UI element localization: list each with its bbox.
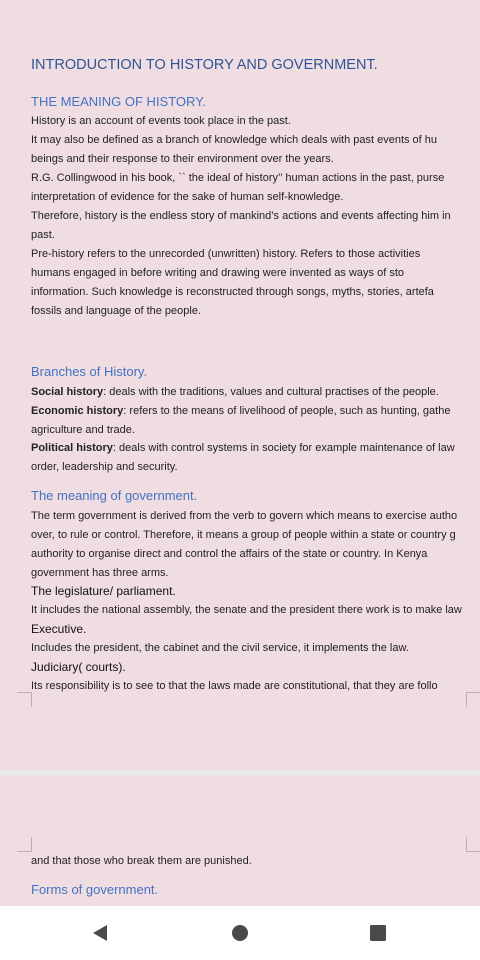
page-corner-mark xyxy=(17,837,32,852)
page-corner-mark xyxy=(466,692,480,707)
economic-history-label: Economic history xyxy=(31,405,124,417)
paragraph-line: Therefore, history is the endless story of mankind’s actions and events affecting him in xyxy=(31,210,451,222)
heading-forms-of-government: Forms of government. xyxy=(31,882,159,897)
political-history-text: : deals with control systems in society for example maintenance of law xyxy=(112,442,455,454)
political-history-label: Political history xyxy=(31,442,113,454)
paragraph-line: government has three arms. xyxy=(31,567,169,579)
document-page-2[interactable] xyxy=(0,776,480,906)
home-icon xyxy=(231,924,249,942)
heading-branches-of-history: Branches of History. xyxy=(31,364,148,379)
paragraph-line: Its responsibility is to see to that the laws made are constitutional, that they are follo xyxy=(31,680,438,692)
subheading-executive: Executive. xyxy=(31,622,87,636)
paragraph-line: agriculture and trade. xyxy=(31,424,135,436)
android-navigation-bar xyxy=(0,906,480,960)
recents-icon xyxy=(369,924,387,942)
social-history-line xyxy=(31,385,439,399)
paragraph-line: and that those who break them are punished. xyxy=(31,855,252,867)
page-corner-mark xyxy=(466,837,480,852)
home-button[interactable] xyxy=(223,916,257,950)
paragraph-line: The term government is derived from the verb to govern which means to exercise autho xyxy=(31,510,458,522)
page-corner-mark xyxy=(17,692,32,707)
paragraph-line: It includes the national assembly, the senate and the president there work is to make law xyxy=(31,604,462,616)
paragraph-line: interpretation of evidence for the sake of human self-knowledge. xyxy=(31,191,344,203)
paragraph-line: order, leadership and security. xyxy=(31,461,178,473)
social-history-label: Social history xyxy=(31,386,104,398)
economic-history-line xyxy=(31,404,450,418)
paragraph-line: Includes the president, the cabinet and the civil service, it implements the law. xyxy=(31,642,409,654)
subheading-legislature: The legislature/ parliament. xyxy=(31,584,176,598)
economic-history-text: : refers to the means of livelihood of people, such as hunting, gathe xyxy=(123,405,451,417)
paragraph-line: authority to organise direct and control the affairs of the state or country. In Kenya xyxy=(31,548,428,560)
paragraph-line: information. Such knowledge is reconstructed through songs, myths, stories, artefa xyxy=(31,286,434,298)
paragraph-line: It may also be defined as a branch of knowledge which deals with past events of hu xyxy=(31,134,438,146)
subheading-judiciary: Judiciary( courts). xyxy=(31,660,126,674)
back-button[interactable] xyxy=(83,916,117,950)
paragraph-line: past. xyxy=(31,229,55,241)
paragraph-line: History is an account of events took place in the past. xyxy=(31,115,291,127)
heading-meaning-of-history: THE MEANING OF HISTORY. xyxy=(31,94,206,109)
paragraph-line: over, to rule or control. Therefore, it means a group of people within a state or country g xyxy=(31,529,456,541)
paragraph-line: R.G. Collingwood in his book, `` the ideal of history’’ human actions in the past, purse xyxy=(31,172,445,184)
document-title: INTRODUCTION TO HISTORY AND GOVERNMENT. xyxy=(31,57,378,73)
paragraph-line: Pre-history refers to the unrecorded (unwritten) history. Refers to those activities xyxy=(31,248,421,260)
social-history-text: : deals with the traditions, values and cultural practises of the people. xyxy=(103,386,439,398)
paragraph-line: beings and their response to their environment over the years. xyxy=(31,153,334,165)
back-icon xyxy=(91,924,109,942)
political-history-line xyxy=(31,441,455,455)
paragraph-line: humans engaged in before writing and drawing were invented as ways of sto xyxy=(31,267,405,279)
heading-meaning-of-government: The meaning of government. xyxy=(31,488,198,503)
recents-button[interactable] xyxy=(361,916,395,950)
paragraph-line: fossils and language of the people. xyxy=(31,305,202,317)
